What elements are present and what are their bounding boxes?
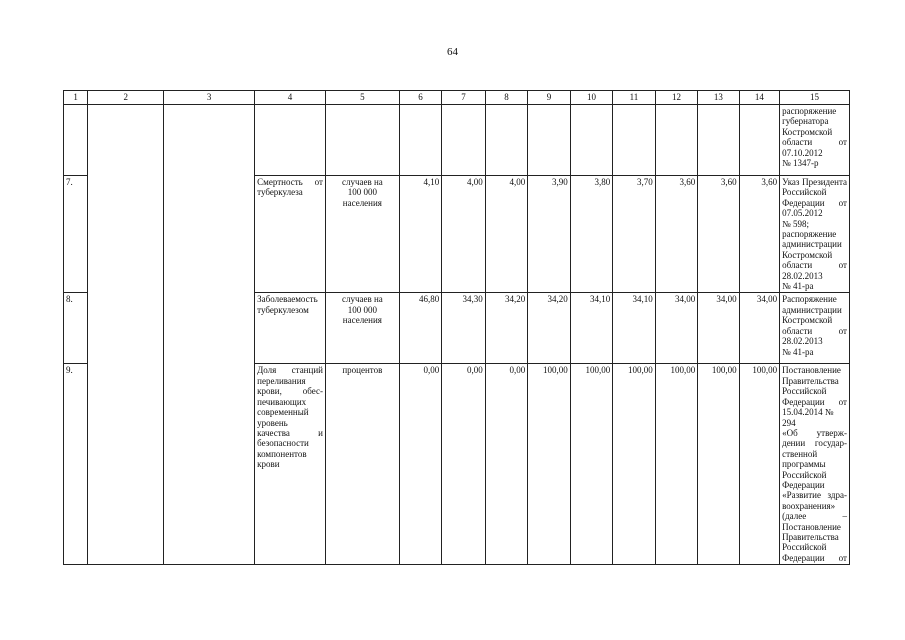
unit-line: населения [342, 197, 382, 208]
column-header: 9 [528, 91, 570, 105]
indicator-line: туберкулезом [257, 304, 309, 315]
indicator-line: качества и [257, 427, 323, 438]
basis-line: Костромской [782, 249, 833, 260]
column-header: 5 [325, 91, 399, 105]
basis-cell [780, 364, 850, 565]
value-cell: 3,80 [570, 176, 612, 293]
value-cell: 100,00 [528, 364, 570, 565]
column-3-merged-cell [164, 105, 255, 565]
basis-line: ственной [782, 448, 818, 459]
indicator-line: Заболеваемость [257, 294, 318, 305]
basis-line: распоряжение [782, 229, 837, 240]
value-cell: 100,00 [570, 364, 612, 565]
basis-line: № 1347-р [782, 158, 819, 169]
value-cell: 34,10 [613, 293, 655, 364]
indicator-line: крови [257, 459, 280, 470]
basis-line: № 41-ра [782, 346, 814, 357]
column-header: 10 [570, 91, 612, 105]
basis-line: Костромской [782, 315, 833, 326]
table-row [64, 105, 850, 176]
unit-line: процентов [342, 365, 383, 376]
value-cell: 34,00 [739, 293, 779, 364]
indicator-line: печивающих [257, 396, 307, 407]
basis-line: губернатора [782, 116, 829, 127]
basis-line: администрации [782, 239, 842, 250]
basis-line: № 41-ра [782, 281, 814, 292]
value-cell: 100,00 [655, 364, 697, 565]
basis-line: 07.05.2012 [782, 208, 823, 219]
column-header: 7 [442, 91, 485, 105]
column-2-merged-cell [88, 105, 164, 565]
value-cell: 3,60 [698, 176, 739, 293]
basis-line: области от [782, 325, 847, 336]
basis-line: распоряжение [782, 106, 837, 116]
value-cell: 34,00 [655, 293, 697, 364]
basis-cell [780, 293, 850, 364]
unit-cell [325, 293, 399, 364]
basis-cell [780, 176, 850, 293]
unit-cell [325, 105, 399, 176]
value-cell: 4,10 [399, 176, 441, 293]
basis-line: области от [782, 260, 847, 271]
value-cell: 3,60 [655, 176, 697, 293]
basis-line: Постановление [782, 521, 841, 532]
column-header: 3 [164, 91, 255, 105]
basis-line: администрации [782, 304, 842, 315]
unit-cell [325, 364, 399, 565]
basis-line: Федерации от [782, 552, 847, 563]
value-cell: 3,90 [528, 176, 570, 293]
column-header: 4 [255, 91, 326, 105]
value-cell: 0,00 [485, 364, 527, 565]
basis-line: Федерации [782, 479, 825, 490]
basis-line: Федерации от [782, 396, 847, 407]
basis-line: Правительства [782, 531, 839, 542]
basis-line: «Об утверж- [782, 427, 847, 438]
column-header: 15 [780, 91, 850, 105]
column-header: 11 [613, 91, 655, 105]
unit-line: 100 000 [347, 187, 377, 198]
page-number: 64 [447, 46, 458, 58]
basis-line: 07.10.2012 [782, 147, 823, 158]
row-number: 8. [64, 293, 88, 364]
column-header: 6 [399, 91, 441, 105]
basis-line: Костромской [782, 126, 833, 137]
basis-line: Федерации от [782, 197, 847, 208]
indicator-line: безопасности [257, 438, 309, 449]
indicator-line: Доля станций [257, 365, 323, 376]
basis-line: Распоряжение [782, 294, 837, 305]
basis-line: дении государ- [782, 438, 847, 449]
value-cell: 100,00 [739, 364, 779, 565]
value-cell: 34,10 [570, 293, 612, 364]
column-header: 12 [655, 91, 697, 105]
value-cell: 34,20 [485, 293, 527, 364]
value-cell: 34,30 [442, 293, 485, 364]
value-cell: 34,00 [698, 293, 739, 364]
column-header: 8 [485, 91, 527, 105]
unit-cell [325, 176, 399, 293]
indicator-line: уровень [257, 417, 288, 428]
value-cell: 4,00 [485, 176, 527, 293]
indicator-line: современный [257, 407, 309, 418]
value-cell: 3,70 [613, 176, 655, 293]
basis-line: 28.02.2013 [782, 336, 823, 347]
basis-line: Российской [782, 187, 827, 198]
row-number-cell [64, 105, 88, 176]
indicator-cell [255, 105, 326, 176]
indicator-line: переливания [257, 375, 306, 386]
value-cell: 0,00 [399, 364, 441, 565]
basis-line: Российской [782, 469, 827, 480]
indicator-line: компонентов [257, 448, 307, 459]
basis-line: Указ Президента [782, 177, 847, 187]
basis-line: Постановление [782, 365, 841, 376]
value-cell: 0,00 [442, 364, 485, 565]
basis-cell [780, 105, 850, 176]
unit-line: случаев на [341, 177, 383, 187]
basis-line: 28.02.2013 [782, 270, 823, 281]
basis-line: «Развитие здра- [782, 490, 847, 501]
value-cell: 46,80 [399, 293, 441, 364]
row-number: 7. [64, 176, 88, 293]
indicator-line: туберкулеза [257, 187, 303, 198]
column-header: 2 [88, 91, 164, 105]
value-cell: 3,60 [739, 176, 779, 293]
column-header: 13 [698, 91, 739, 105]
value-cell: 100,00 [613, 364, 655, 565]
basis-line: Правительства [782, 375, 839, 386]
unit-line: случаев на [341, 294, 383, 305]
basis-line: Российской [782, 386, 827, 397]
basis-line: 15.04.2014 № 294 [782, 407, 834, 428]
basis-line: области от [782, 137, 847, 148]
value-cell: 4,00 [442, 176, 485, 293]
column-header: 14 [739, 91, 779, 105]
column-header-row [64, 91, 850, 105]
indicator-line: крови, обес- [257, 386, 323, 397]
value-cell: 34,20 [528, 293, 570, 364]
indicator-cell [255, 293, 326, 364]
indicator-cell [255, 364, 326, 565]
data-table [63, 90, 850, 565]
row-number: 9. [64, 364, 88, 565]
basis-line: Российской [782, 542, 827, 553]
indicator-line: Смертность от [257, 177, 323, 187]
indicator-cell [255, 176, 326, 293]
basis-line: воохранения» [782, 500, 836, 511]
basis-line: программы [782, 459, 826, 470]
column-header: 1 [64, 91, 88, 105]
value-cell: 100,00 [698, 364, 739, 565]
basis-line: № 598; [782, 218, 809, 229]
basis-line: (далее – [782, 511, 847, 522]
unit-line: 100 000 [347, 304, 377, 315]
unit-line: населения [342, 315, 382, 326]
